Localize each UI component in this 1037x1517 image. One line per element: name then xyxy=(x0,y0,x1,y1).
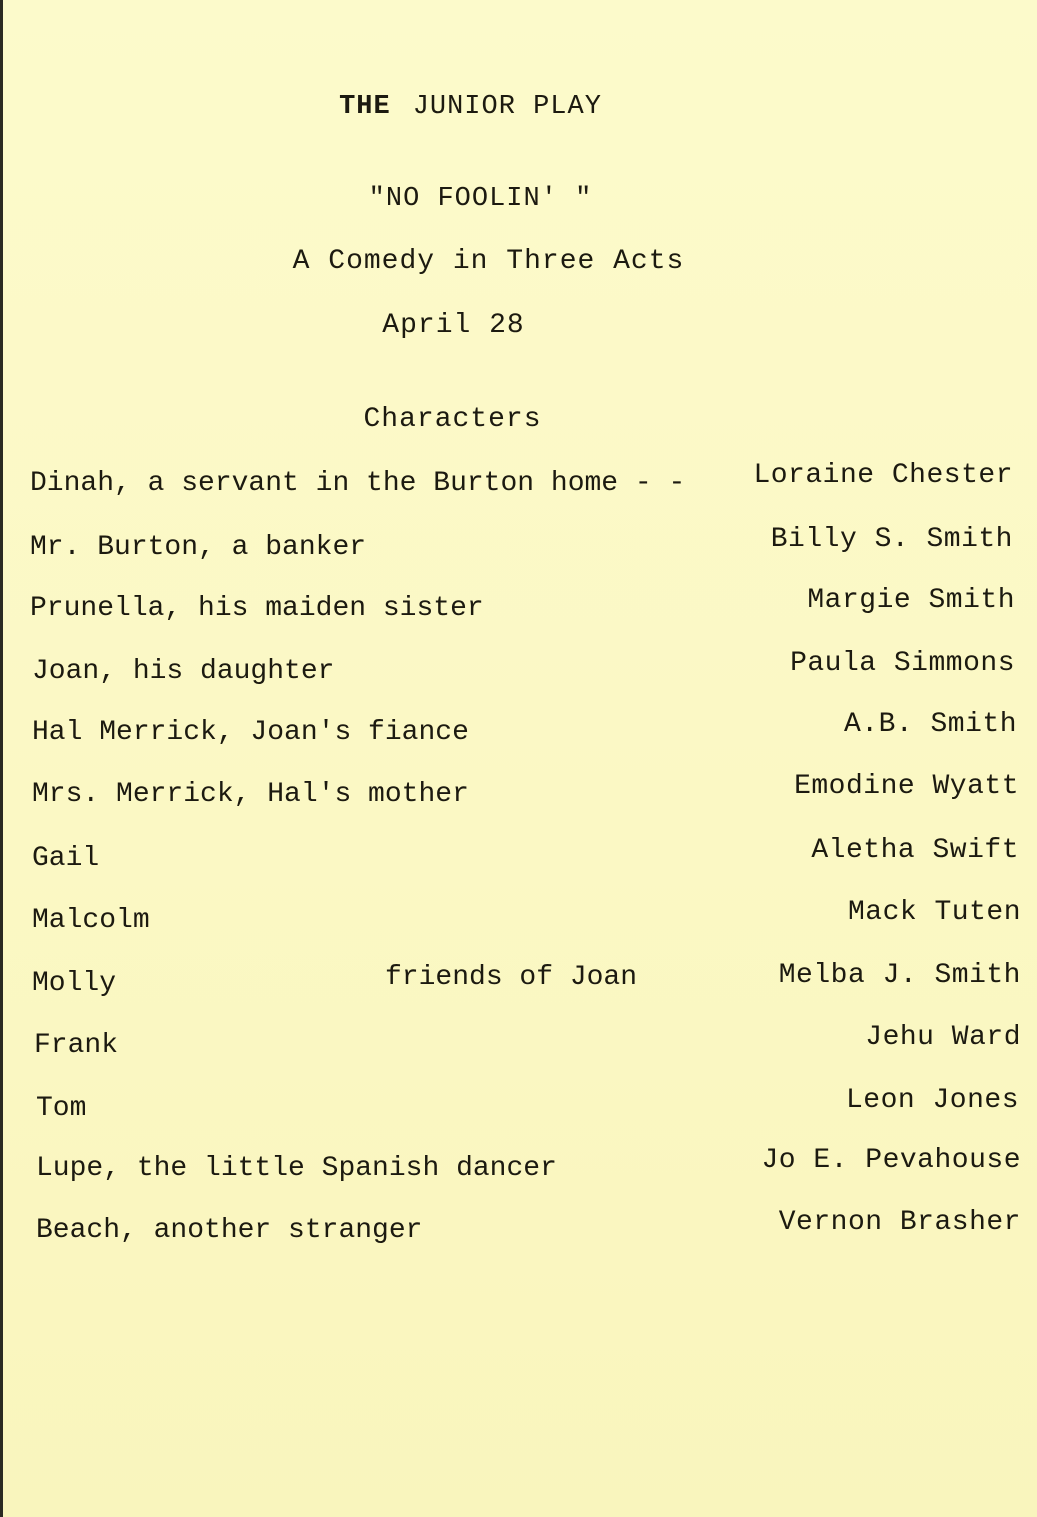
actor-name: Vernon Brasher xyxy=(778,1207,1021,1238)
play-subtitle: A Comedy in Three Acts xyxy=(292,246,685,277)
title-rest: JUNIOR PLAY xyxy=(412,92,602,122)
cast-row xyxy=(0,771,1037,819)
page-edge xyxy=(0,0,3,1517)
actor-name: Jo E. Pevahouse xyxy=(761,1145,1021,1176)
cast-row xyxy=(0,648,1037,696)
actor-name: Aletha Swift xyxy=(811,835,1019,866)
play-name: "NO FOOLIN' " xyxy=(368,184,593,214)
actor-name: Loraine Chester xyxy=(753,460,1013,491)
cast-row xyxy=(0,1145,1037,1193)
role-name: Molly xyxy=(32,968,117,999)
actor-name: Mack Tuten xyxy=(847,897,1021,928)
actor-name: Billy S. Smith xyxy=(770,524,1013,555)
role-name: Gail xyxy=(32,843,100,874)
cast-row xyxy=(0,1022,1037,1070)
actor-name: Margie Smith xyxy=(807,585,1015,616)
role-name: Frank xyxy=(34,1030,119,1061)
role-name: Mr. Burton, a banker xyxy=(30,532,367,563)
role-name: Joan, his daughter xyxy=(32,656,335,687)
cast-row xyxy=(0,524,1037,572)
role-name: Beach, another stranger xyxy=(36,1215,423,1246)
group-note: friends of Joan xyxy=(385,962,638,993)
characters-heading: Characters xyxy=(363,404,542,435)
actor-name: Paula Simmons xyxy=(790,648,1015,679)
cast-row xyxy=(0,709,1037,757)
cast-row xyxy=(0,835,1037,883)
cast-row xyxy=(0,585,1037,633)
cast-row xyxy=(0,1207,1037,1255)
actor-name: Emodine Wyatt xyxy=(794,771,1019,802)
role-name: Malcolm xyxy=(32,905,150,936)
role-name: Prunella, his maiden sister xyxy=(30,593,484,624)
role-name: Lupe, the little Spanish dancer xyxy=(36,1153,557,1184)
cast-row xyxy=(0,960,1037,1008)
role-name: Tom xyxy=(36,1093,87,1124)
cast-row xyxy=(0,460,1037,508)
actor-name: Leon Jones xyxy=(845,1085,1019,1116)
program-title xyxy=(0,92,989,122)
performance-date: April 28 xyxy=(382,310,525,341)
cast-row xyxy=(0,1085,1037,1133)
actor-name: A.B. Smith xyxy=(843,709,1017,740)
role-name: Dinah, a servant in the Burton home - - xyxy=(30,468,686,499)
role-name: Hal Merrick, Joan's fiance xyxy=(32,717,469,748)
title-the: THE xyxy=(339,92,391,122)
cast-row xyxy=(0,897,1037,945)
role-name: Mrs. Merrick, Hal's mother xyxy=(32,779,469,810)
actor-name: Jehu Ward xyxy=(865,1022,1021,1053)
actor-name: Melba J. Smith xyxy=(778,960,1021,991)
